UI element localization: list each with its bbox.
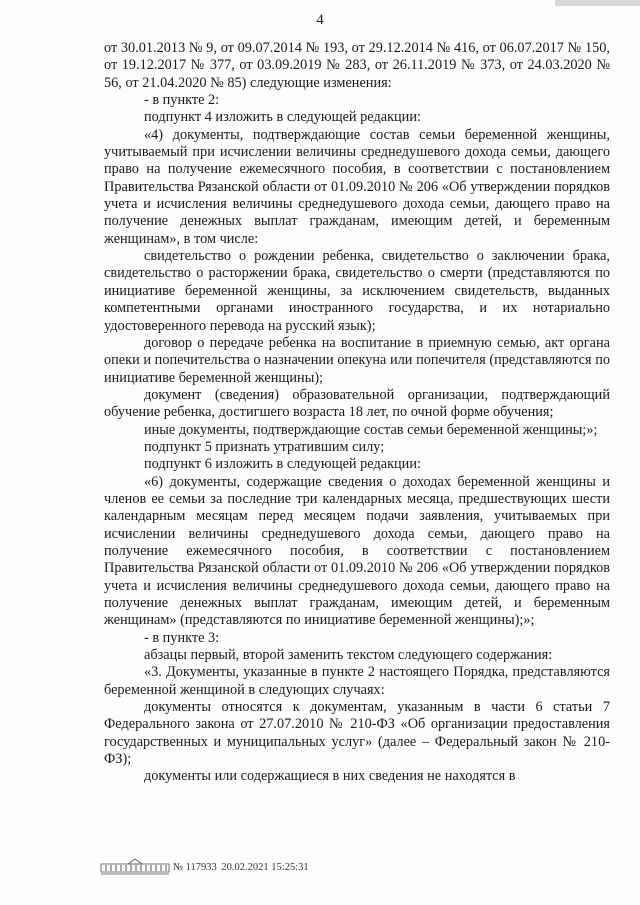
paragraph: «3. Документы, указанные в пункте 2 настоящего Порядка, представляются беременной женщиной в следующих случаях: bbox=[104, 664, 610, 698]
paragraph: абзацы первый, второй заменить текстом следующего содержания: bbox=[144, 647, 553, 664]
paragraph: - в пункте 2: bbox=[144, 92, 220, 109]
paragraph: подпункт 4 изложить в следующей редакции: bbox=[144, 109, 421, 126]
paragraph: документы или содержащиеся в них сведения не находятся в bbox=[144, 768, 516, 785]
document-stamp bbox=[173, 862, 309, 873]
paragraph: подпункт 6 изложить в следующей редакции: bbox=[144, 456, 421, 473]
paragraph: «6) документы, содержащие сведения о доходах беременной женщины и членов ее семьи за последние три календарных месяца, предшествующих шести календарным месяцам перед месяцем подачи заявления, учитываемых при исчислении величины среднедушевого дохода семьи, дающего право на получение ежемесячного пособия, в соответствии с постановлением Правительства Рязанской области от 01.09.2010 № 206 «Об утверждении порядков учета и исчисления величины среднедушевого дохода семьи, дающего право на получение денежных выплат гражданам, имеющим детей, и беременным женщинам» (представляются по инициативе беременной женщины);»; bbox=[104, 473, 610, 629]
paragraph: подпункт 5 признать утратившим силу; bbox=[144, 438, 385, 455]
paragraph: свидетельство о рождении ребенка, свидетельство о заключении брака, свидетельство о расторжении брака, свидетельство о смерти (представляются по инициативе беременной женщины, за исключением свидетельств, выданных компетентными органами иностранного государства, и их нотариально удостоверенного перевода на русский язык); bbox=[104, 248, 610, 334]
paragraph: - в пункте 3: bbox=[144, 629, 220, 646]
paragraph: документ (сведения) образовательной организации, подтверждающий обучение ребенка, достигшего возраста 18 лет, по очной форме обучения; bbox=[104, 386, 610, 421]
paragraph: договор о передаче ребенка на воспитание в приемную семью, акт органа опеки и попечительства о назначении опекуна или попечителя (представляются по инициативе беременной женщины); bbox=[104, 334, 610, 386]
footer bbox=[100, 856, 580, 886]
building-logo-icon bbox=[100, 856, 170, 876]
paragraph: иные документы, подтверждающие состав семьи беременной женщины;»; bbox=[144, 421, 598, 438]
page-number: 4 bbox=[316, 12, 324, 28]
stamp-number: 117933 bbox=[185, 862, 217, 873]
paragraph: документы относятся к документам, указанным в части 6 статьи 7 Федерального закона от 27.07.2010 № 210-ФЗ «Об организации предоставления государственных и муниципальных услуг» (далее – Федеральный закон № 210-ФЗ); bbox=[104, 699, 610, 768]
scan-artifact bbox=[555, 0, 640, 6]
paragraph: от 30.01.2013 № 9, от 09.07.2014 № 193, от 29.12.2014 № 416, от 06.07.2017 № 150, от 19.12.2017 № 377, от 03.09.2019 № 283, от 26.11.2019 № 373, от 24.03.2020 № 56, от 21.04.2020 № 85) следующие изменения: bbox=[104, 40, 610, 91]
stamp-mark-icon: № bbox=[173, 862, 184, 873]
stamp-datetime: 20.02.2021 15:25:31 bbox=[221, 862, 309, 873]
document-body bbox=[104, 40, 610, 786]
paragraph: «4) документы, подтверждающие состав семьи беременной женщины, учитываемый при исчислении величины среднедушевого дохода семьи, дающего право на получение ежемесячного пособия, в соответствии с постановлением Правительства Рязанской области от 01.09.2010 № 206 «Об утверждении порядков учета и исчисления величины среднедушевого дохода семьи, дающего право на получение денежных выплат гражданам, имеющим детей, и беременным женщинам», в том числе: bbox=[104, 126, 610, 247]
